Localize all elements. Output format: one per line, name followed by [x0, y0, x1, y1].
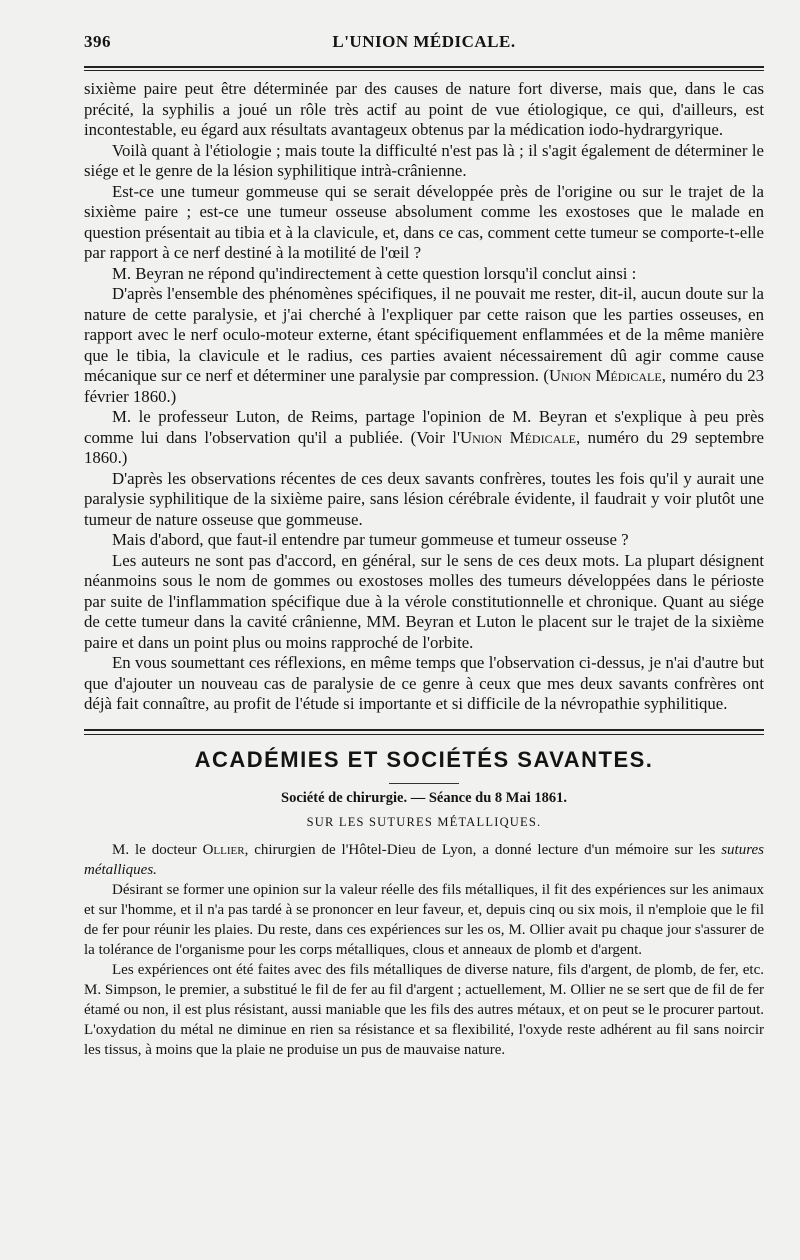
section-rule	[84, 729, 764, 735]
journal-title: L'UNION MÉDICALE.	[332, 32, 516, 51]
paragraph: Désirant se former une opinion sur la valeur réelle des fils métalliques, il fit des expériences sur les animaux et sur l'homme, et il n'a pas tardé à se prononcer en leur faveur, et, depuis cinq ou six mois, il n'emploie que le fil de fer pour réunir les plaies. Du reste, dans ces expériences sur les os, M. Ollier avait pu chaque jour s'assurer de la tolérance de l'organisme pour les corps métalliques, clous et anneaux de plomb et d'argent.	[84, 881, 764, 958]
page-number: 396	[84, 32, 111, 51]
text-run: D'après l'ensemble des phénomènes spécifiques, il ne pouvait me rester, dit-il, aucun doute sur la nature de cette paralysie, et j'ai cherché à l'expliquer par cette raison que les parties osseuses, en rapport avec le nerf oculo-moteur externe, étant spécifiquement enflammées et de la même manière que le tibia, la clavicule et le radius, ces parties avaient nécessairement dû agir comme cause mécanique sur ce nerf et déterminer une paralysie par compression. (	[84, 284, 764, 385]
paragraph	[84, 284, 764, 407]
text-run: , numéro du 29 septembre 1860.)	[84, 427, 764, 467]
paragraph: sixième paire peut être déterminée par des causes de nature fort diverse, mais que, dans le cas précité, la syphilis a joué un rôle très actif au point de vue étiologique, ce qui, d'ailleurs, est incontestable, eu égard aux résultats avantageux obtenus par la médication iodo-hydrargyrique.	[84, 79, 764, 139]
paragraph: Est-ce une tumeur gommeuse qui se serait développée près de l'origine ou sur le trajet de la sixième paire ; est-ce une tumeur osseuse absolument comme les exostoses que le malade en question présentait au tibia et à la clavicule, et, dans ce cas, comment cette tumeur se comporte-t-elle par rapport à ce nerf destiné à la motilité de l'œil ?	[84, 181, 764, 262]
section-body	[84, 840, 764, 1060]
running-head	[84, 28, 764, 62]
paragraph: En vous soumettant ces réflexions, en même temps que l'observation ci-dessus, je n'ai d'autre but que d'ajouter un nouveau cas de paralysie de ce genre à ceux que mes deux savants confrères ont déjà fait connaître, au profit de l'étude si importante et si difficile de la névropathie syphilitique.	[84, 653, 764, 713]
title-divider	[389, 783, 459, 784]
session-heading: Société de chirurgie. — Séance du 8 Mai 1861.	[281, 789, 567, 806]
text-run: M. le professeur Luton, de Reims, partage l'opinion de M. Beyran et s'explique à peu près comme lui dans l'observation qu'il a publiée. (Voir l'	[84, 407, 764, 447]
article-body	[84, 79, 764, 715]
paragraph: Les auteurs ne sont pas d'accord, en général, sur le sens de ces deux mots. La plupart désignent néanmoins sous le nom de gommes ou exostoses molles des tumeurs développées dans le périoste par suite de l'inflammation spécifique due à la vérole constitutionnelle et chronique. Quant au siége de cette tumeur dans la cavité crânienne, MM. Beyran et Luton le placent sur le trajet de la sixième paire et dans un point plus ou moins rapproché de l'orbite.	[84, 550, 764, 652]
session-subtitle: SUR LES SUTURES MÉTALLIQUES.	[306, 814, 542, 829]
text-run: , numéro du 23 février 1860.)	[84, 366, 764, 406]
emphasis: sutures métalliques.	[84, 841, 764, 878]
header-rule	[84, 66, 764, 71]
paragraph: Voilà quant à l'étiologie ; mais toute la difficulté n'est pas là ; il s'agit également de déterminer le siége et le genre de la lésion syphilitique intrà-crânienne.	[84, 140, 764, 180]
section-title: ACADÉMIES ET SOCIÉTÉS SAVANTES.	[194, 746, 654, 772]
journal-reference: Union Médicale	[548, 366, 662, 385]
author-name: Ollier	[202, 841, 245, 858]
journal-reference: Union Médicale	[460, 427, 576, 447]
text-run: M. le docteur	[112, 841, 203, 858]
text-run: , chirurgien de l'Hôtel-Dieu de Lyon, a donné lecture d'un mémoire sur les	[244, 841, 722, 858]
paragraph: D'après les observations récentes de ces deux savants confrères, toutes les fois qu'il y aurait une paralysie syphilitique de la sixième paire, sans lésion cérébrale évidente, il faudrait y voir plutôt une tumeur de nature osseuse que gommeuse.	[84, 468, 764, 529]
paragraph	[84, 840, 764, 880]
paragraph: M. Beyran ne répond qu'indirectement à cette question lorsqu'il conclut ainsi :	[112, 263, 637, 283]
paragraph	[84, 407, 764, 469]
paragraph: Les expériences ont été faites avec des fils métalliques de diverse nature, fils d'argent, de plomb, de fer, etc. M. Simpson, le premier, a substitué le fil de fer au fil d'argent ; actuellement, M. Ollier ne se sert que de fil de fer étamé ou non, il est plus résistant, aussi maniable que les fils des autres métaux, et on peut se le procurer partout. L'oxydation du métal ne diminue en rien sa résistance et sa flexibilité, l'oxyde reste adhérent au fil sans noircir les tissus, à moins que la plaie ne produise un pus de mauvaise nature.	[84, 961, 764, 1058]
paragraph: Mais d'abord, que faut-il entendre par tumeur gommeuse et tumeur osseuse ?	[112, 530, 629, 549]
